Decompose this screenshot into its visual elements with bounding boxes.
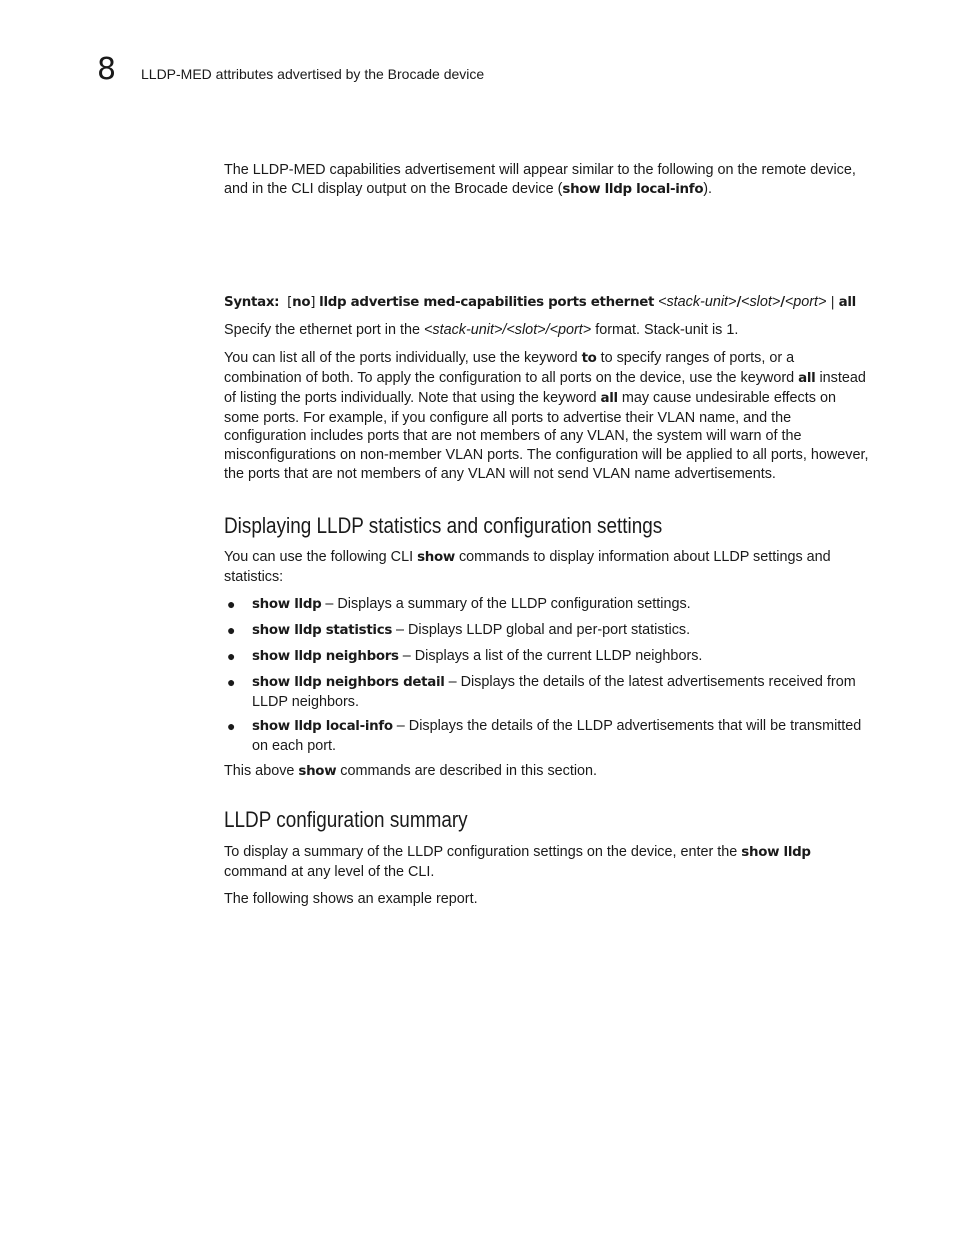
keyword-all: all <box>798 370 816 386</box>
section1-outro <box>224 762 869 782</box>
syntax-no: no <box>292 294 311 310</box>
chapter-number: 8 <box>97 52 117 87</box>
show-keyword: show <box>298 763 337 779</box>
keyword-all: all <box>600 390 618 406</box>
syntax-open-bracket: [ <box>287 294 293 310</box>
syntax-pipe: | <box>830 294 835 310</box>
syntax-port: <port> <box>784 293 827 310</box>
syntax-close-bracket: ] <box>310 294 316 310</box>
show-keyword: show <box>417 549 455 565</box>
section2-example-intro: The following shows an example report. <box>224 891 478 908</box>
syntax-stack-unit: <stack-unit> <box>658 293 737 310</box>
list-item <box>224 595 869 615</box>
list-ports-paragraph <box>224 349 869 484</box>
bullet-command: show lldp neighbors detail <box>252 674 445 690</box>
bullet-icon: ● <box>227 596 236 613</box>
intro-text-a: The LLDP-MED capabilities advertisement will appear similar to the following on the remote device, and in the CLI display output on the Brocade device ( <box>224 162 856 197</box>
bullet-description: – Displays the details of the latest advertisements received from LLDP neighbors. <box>252 673 856 710</box>
syntax-line <box>224 293 869 313</box>
list-ports-text-c: instead of listing the ports individually. Note that using the keyword <box>224 369 866 406</box>
intro-text-b: ). <box>703 180 713 197</box>
list-ports-text-b: to specify ranges of ports, or a combination of both. To apply the configuration to all ports on the device, use the keyword <box>224 350 799 386</box>
bullet-command: show lldp local-info <box>252 719 393 735</box>
running-header-title: LLDP-MED attributes advertised by the Brocade device <box>141 66 485 82</box>
section2-text-b: command at any level of the CLI. <box>224 863 435 880</box>
intro-paragraph <box>224 161 869 200</box>
syntax-slash-2: / <box>780 294 785 310</box>
list-item <box>224 717 869 756</box>
syntax-command: lldp advertise med-capabilities ports ethernet <box>319 294 655 310</box>
specify-format: <stack-unit>/<slot>/<port> <box>424 322 592 339</box>
bullet-icon: ● <box>227 718 236 735</box>
syntax-slash-1: / <box>736 294 742 310</box>
command-list <box>224 595 869 756</box>
bullet-description: – Displays a list of the current LLDP neighbors. <box>398 647 703 664</box>
bullet-command: show lldp statistics <box>252 623 393 639</box>
intro-command: show lldp local-info <box>562 181 704 197</box>
list-ports-text-d: may cause undesirable effects on some ports. For example, if you configure all ports to advertise their VLAN name, and the configuration includes ports that are not members of any VLAN, the system will warn of the misconfigurations on non-member VLAN ports. The configuration will be applied to all ports, however, the ports that are not members of any VLAN will not send VLAN name advertisements. <box>224 389 869 482</box>
keyword-to: to <box>581 351 597 367</box>
list-item <box>224 621 869 641</box>
specify-text-b: format. Stack-unit is 1. <box>591 322 739 339</box>
syntax-label: Syntax: <box>224 294 280 310</box>
bullet-icon: ● <box>227 647 236 664</box>
bullet-icon: ● <box>227 673 236 690</box>
bullet-description: – Displays the details of the LLDP advertisements that will be transmitted on each port. <box>252 718 862 755</box>
section1-intro-a: You can use the following CLI <box>224 548 418 565</box>
section2-paragraph <box>224 843 869 882</box>
section-heading-lldp-configuration-summary: LLDP configuration summary <box>224 806 468 832</box>
section2-text-a: To display a summary of the LLDP configuration settings on the device, enter the <box>224 843 742 860</box>
syntax-slot: <slot> <box>741 293 781 310</box>
specify-paragraph <box>224 321 869 340</box>
syntax-all: all <box>838 294 856 310</box>
show-lldp-command: show lldp <box>741 844 811 860</box>
list-item <box>224 673 869 712</box>
section1-intro <box>224 548 869 587</box>
bullet-icon: ● <box>227 622 236 639</box>
list-ports-text-a: You can list all of the ports individually, use the keyword <box>224 350 582 367</box>
section1-intro-b: commands to display information about LLDP settings and statistics: <box>224 548 831 585</box>
bullet-description: – Displays a summary of the LLDP configuration settings. <box>321 596 691 613</box>
bullet-command: show lldp <box>252 597 322 613</box>
bullet-description: – Displays LLDP global and per-port statistics. <box>392 622 691 639</box>
section1-outro-b: commands are described in this section. <box>336 762 598 779</box>
list-item <box>224 647 869 667</box>
page-content <box>224 161 869 909</box>
section1-outro-a: This above <box>224 762 299 779</box>
section-heading-lldp-statistics: Displaying LLDP statistics and configuration settings <box>224 512 663 538</box>
bullet-command: show lldp neighbors <box>252 648 399 664</box>
specify-text-a: Specify the ethernet port in the <box>224 322 424 339</box>
